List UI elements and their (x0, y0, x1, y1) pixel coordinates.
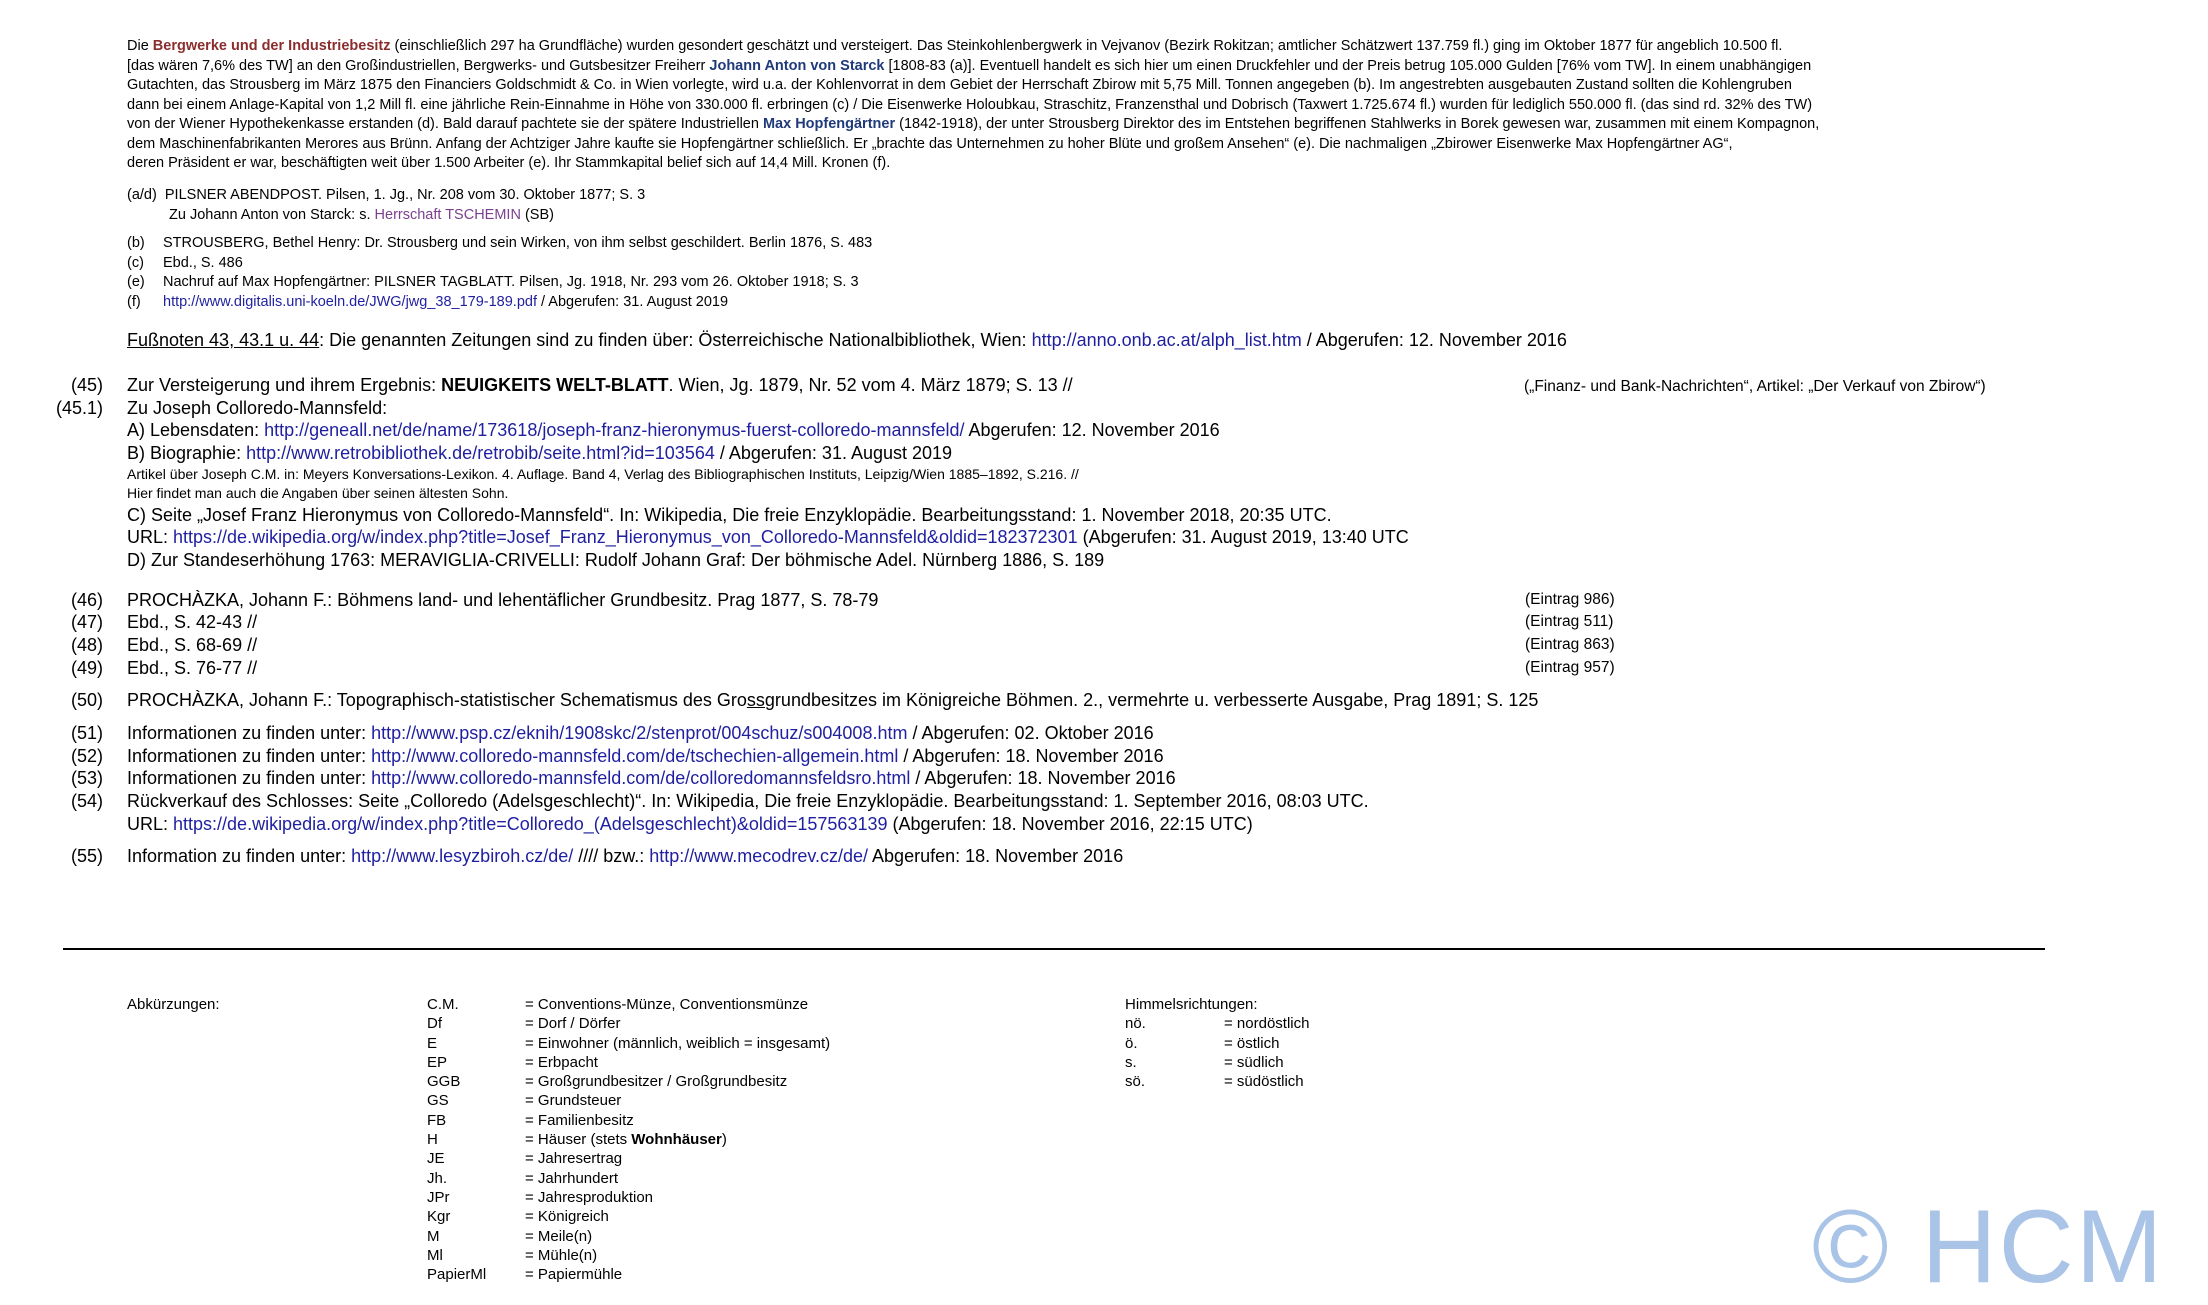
fn50-pre: PROCHÀZKA, Johann F.: Topographisch-statistischer Schematismus des Gro (127, 690, 747, 710)
fn54-url-post: (Abgerufen: 18. November 2016, 22:15 UTC) (887, 813, 1253, 834)
footnote-45-1-d (0, 549, 2208, 572)
abbr-item: EP (427, 1053, 448, 1071)
intro-line-1 (127, 37, 2137, 57)
abbr-meaning: = Mühle(n) (525, 1246, 598, 1264)
abbr-item: JE (427, 1150, 445, 1168)
footnote-entry: (Eintrag 957) (1525, 658, 1615, 676)
directions-label: Himmelsrichtungen: (1125, 996, 1258, 1013)
footnote-pre: Informationen zu finden unter: (127, 723, 372, 743)
footnote-46 (0, 589, 2208, 612)
retrobibliothek-link[interactable]: http://www.retrobibliothek.de/retrobib/seite.html?id=103564 (246, 443, 715, 464)
fn451-a-post: Abgerufen: 12. November 2016 (964, 420, 1220, 441)
note-e-label: (e) (127, 274, 145, 290)
abbr-meaning-after: ) (721, 1131, 727, 1149)
psp-link[interactable]: http://www.psp.cz/eknih/1908skc/2/stenprot/004schuz/s004008.htm (371, 723, 908, 743)
footnote-50 (0, 689, 2208, 712)
note-b-text: STROUSBERG, Bethel Henry: Dr. Strousberg und sein Wirken, von ihm selbst geschildert. Berlin 1876, S. 483 (163, 235, 873, 251)
abbr-item: JPr (427, 1188, 450, 1206)
footnote-55 (0, 845, 2208, 868)
fn50-underlined: ss (746, 690, 765, 710)
footnote-45-1-b-note-1: Artikel über Joseph C.M. in: Meyers Konversations-Lexikon. 4. Auflage. Band 4, Verlag des Bibliographischen Instituts, Leipzig/Wien 1885–1892, S.216. // (127, 466, 1079, 482)
abbr-meaning (525, 1130, 830, 1149)
abbr-meaning: = Meile(n) (525, 1227, 593, 1245)
direction-item: sö. (1125, 1073, 1146, 1091)
abbr-meaning: = Jahrhundert (525, 1169, 618, 1187)
note-f-label: (f) (127, 293, 141, 310)
footnote-45-1-c (0, 504, 2208, 527)
fussnoten-post: / Abgerufen: 12. November 2016 (1301, 330, 1567, 350)
note-ad2-post: (SB) (520, 207, 554, 223)
note-c-label: (c) (127, 254, 144, 271)
footnote-45-text (127, 374, 1073, 397)
footnote-number: (52) (70, 745, 103, 766)
abbr-meaning: = Großgrundbesitzer / Großgrundbesitz (525, 1073, 788, 1091)
footnote-45-1 (0, 397, 2208, 420)
footnote-post: / Abgerufen: 02. Oktober 2016 (907, 723, 1154, 743)
intro-l2-post: [1808-83 (a)]. Eventuell handelt es sich hier um einen Druckfehler und der Preis betrug 105.000 Gulden [76% vom TW]. In einem unabhängigen (884, 57, 1812, 74)
note-f-post: / Abgerufen: 31. August 2019 (536, 293, 729, 310)
footnote-45 (0, 374, 2208, 397)
footnote-47 (0, 611, 2208, 634)
footnote-45-1-b-note-2: Hier findet man auch die Angaben über seinen ältesten Sohn. (127, 485, 509, 501)
footnote-text: Ebd., S. 42-43 // (127, 612, 258, 633)
footnote-pre: Informationen zu finden unter: (127, 768, 372, 789)
fn55-mid: //// bzw.: (573, 846, 650, 866)
footnote-post: / Abgerufen: 18. November 2016 (898, 745, 1164, 766)
abbr-item: M (427, 1227, 440, 1245)
footnote-number: (49) (70, 657, 103, 678)
fn451-b-post: / Abgerufen: 31. August 2019 (714, 443, 953, 464)
abbr-item: FB (427, 1111, 447, 1129)
intro-line-3: Gutachten, das Strousberg im März 1875 den Financiers Goldschmidt & Co. in Wien vorlegte, wird u.a. der Kohlenvorrat in dem Gebiet der Herrschaft Zbirow mit 5,75 Mill. Tonnen angegeben (b). Im angestrebten ausgebauten Zustand sollten die Kohlengruben (127, 77, 1792, 93)
intro-line-5 (127, 115, 2137, 135)
mecodrev-link[interactable]: http://www.mecodrev.cz/de/ (649, 846, 869, 866)
abbr-item: Jh. (427, 1169, 448, 1187)
abbr-item: Ml (427, 1246, 443, 1264)
copyright-watermark: © HCM (1812, 1189, 2165, 1305)
fn451-c-text: C) Seite „Josef Franz Hieronymus von Colloredo-Mannsfeld“. In: Wikipedia, Die freie Enzyklopädie. Bearbeitungsstand: 1. November 2018, 20:35 UTC. (127, 504, 1332, 525)
direction-item: ö. (1125, 1034, 1138, 1052)
footnote-entry: (Eintrag 986) (1525, 590, 1615, 608)
note-b-label: (b) (127, 235, 145, 251)
footnote-entry: (Eintrag 511) (1525, 613, 1614, 631)
anno-onb-link[interactable]: http://anno.onb.ac.at/alph_list.htm (1031, 330, 1302, 350)
abbr-meaning: = Jahresproduktion (525, 1188, 653, 1206)
footnote-51 (0, 722, 2208, 745)
digitalis-link[interactable]: http://www.digitalis.uni-koeln.de/JWG/jwg_38_179-189.pdf (163, 293, 537, 310)
fussnoten-text: : Die genannten Zeitungen sind zu finden über: Österreichische Nationalbibliothek, Wien: (319, 330, 1032, 350)
intro-l1-pre: Die (127, 38, 153, 54)
fn451-a-pre: A) Lebensdaten: (127, 420, 265, 441)
footnote-53 (0, 767, 2208, 790)
fn45-pre: Zur Versteigerung und ihrem Ergebnis: (127, 375, 442, 395)
abbreviations-meaning-column (525, 995, 830, 1284)
footnote-pre: Informationen zu finden unter: (127, 745, 372, 766)
abbr-item: Kgr (427, 1208, 451, 1226)
divider-line (63, 948, 2045, 950)
fn54-text: Rückverkauf des Schlosses: Seite „Colloredo (Adelsgeschlecht)“. In: Wikipedia, Die freie Enzyklopädie. Bearbeitungsstand: 1. September 2016, 08:03 UTC. (127, 791, 1369, 812)
abbr-meaning: = Jahresertrag (525, 1150, 623, 1168)
colloredo-sro-link[interactable]: http://www.colloredo-mannsfeld.com/de/colloredomannsfeldsro.html (371, 768, 911, 789)
abbreviations-label: Abkürzungen: (127, 996, 220, 1013)
fussnoten-line (127, 329, 1567, 352)
direction-meaning: = nordöstlich (1224, 1015, 1310, 1033)
footnote-52 (0, 745, 2208, 768)
note-b (127, 234, 872, 254)
abbr-meaning-pre: = Häuser (stets (525, 1131, 632, 1149)
direction-meaning: = südlich (1224, 1053, 1284, 1071)
footnote-number: (54) (70, 791, 103, 812)
abbr-meaning-bold: Wohnhäuser (631, 1131, 722, 1149)
abbr-meaning: = Dorf / Dörfer (525, 1015, 621, 1033)
wikipedia-colloredo-adelsgeschlecht-link[interactable]: https://de.wikipedia.org/w/index.php?title=Colloredo_(Adelsgeschlecht)&oldid=157563139 (173, 813, 888, 834)
fn451-c-url-pre: URL: (127, 527, 174, 548)
intro-line-2 (127, 57, 2137, 77)
note-e-text: Nachruf auf Max Hopfengärtner: PILSNER TAGBLATT. Pilsen, Jg. 1918, Nr. 293 vom 26. Oktober 1918; S. 3 (163, 274, 859, 290)
footnote-45-1-c-url (0, 526, 2208, 549)
footnote-number: (47) (70, 612, 103, 633)
abbr-meaning: = Papiermühle (525, 1266, 623, 1284)
abbr-item: GS (427, 1092, 449, 1110)
colloredo-tschechien-link[interactable]: http://www.colloredo-mannsfeld.com/de/tschechien-allgemein.html (371, 745, 899, 766)
footnote-post: / Abgerufen: 18. November 2016 (910, 768, 1176, 789)
note-c-text: Ebd., S. 486 (163, 254, 243, 271)
fn50-post: grundbesitzes im Königreiche Böhmen. 2., vermehrte u. verbesserte Ausgabe, Prag 1891; S. 125 (764, 690, 1539, 710)
footnote-text: PROCHÀZKA, Johann F.: Böhmens land- und lehentäflicher Grundbesitz. Prag 1877, S. 78-79 (127, 589, 879, 610)
abbr-meaning: = Grundsteuer (525, 1092, 622, 1110)
footnote-45-1-b (0, 442, 2208, 465)
footnote-text: Ebd., S. 68-69 // (127, 635, 258, 655)
fn451-c-url-post: (Abgerufen: 31. August 2019, 13:40 UTC (1077, 527, 1409, 548)
footnote-49 (0, 657, 2208, 680)
footnote-number: (50) (70, 690, 103, 710)
abbr-item: PapierMl (427, 1266, 487, 1284)
abbr-meaning: = Königreich (525, 1208, 609, 1226)
note-ad (127, 186, 645, 206)
footnote-number: (45) (70, 375, 103, 395)
fn451-d-text: D) Zur Standeserhöhung 1763: MERAVIGLIA-CRIVELLI: Rudolf Johann Graf: Der böhmische Adel. Nürnberg 1886, S. 189 (127, 549, 1105, 570)
footnote-45-1-title: Zu Joseph Colloredo-Mannsfeld: (127, 397, 388, 418)
footnote-54-url (0, 813, 2208, 836)
intro-line-4: dann bei einem Anlage-Kapital von 1,2 Mill fl. eine jährliche Rein-Einnahme in Höhe von 330.000 fl. erbringen (c) / Die Eisenwerke Holoubkau, Straschitz, Franzensthal und Dobrisch (Taxwert 1.725.674 fl.) wurden für lediglich 550.000 fl. (das sind rd. 32% des TW) (127, 96, 1813, 113)
abbreviations-abbr-column (427, 995, 486, 1284)
fn55-pre: Information zu finden unter: (127, 846, 352, 866)
note-e (127, 273, 859, 293)
abbr-meaning: = Einwohner (männlich, weiblich = insgesamt) (525, 1034, 831, 1052)
intro-l1-post: (einschließlich 297 ha Grundfläche) wurden gesondert geschätzt und versteigert. Das Steinkohlenbergwerk in Vejvanov (Bezirk Rokitzan; amtlicher Schätzwert 137.759 fl.) ging im Oktober 1877 für angeblich 10.500 fl. (390, 38, 1783, 54)
abbr-meaning: = Erbpacht (525, 1053, 598, 1071)
abbr-meaning: = Conventions-Münze, Conventionsmünze (525, 996, 809, 1013)
direction-item: s. (1125, 1053, 1137, 1071)
note-ad-2 (169, 206, 554, 226)
intro-l5-post: (1842-1918), der unter Strousberg Direktor des im Entstehen begriffenen Stahlwerks in Borek gewesen war, zusammen mit einem Kompagnon, (895, 116, 1820, 132)
direction-meaning: = östlich (1224, 1034, 1280, 1052)
intro-l5-bold: Max Hopfengärtner (762, 116, 896, 132)
note-ad2-pre: Zu Johann Anton von Starck: s. (169, 207, 375, 223)
footnote-number: (51) (70, 723, 103, 743)
abbr-meaning: = Familienbesitz (525, 1111, 634, 1129)
intro-l1-bold: Bergwerke und der Industriebesitz (152, 38, 391, 54)
note-ad-label: (a/d) (127, 187, 157, 203)
abbr-item: E (427, 1034, 438, 1052)
footnote-54 (0, 790, 2208, 813)
wikipedia-colloredo-mannsfeld-link[interactable]: https://de.wikipedia.org/w/index.php?title=Josef_Franz_Hieronymus_von_Colloredo-Mannsfeld&oldid=182372301 (173, 527, 1078, 548)
abbr-item: C.M. (427, 996, 459, 1013)
footnote-number: (46) (70, 589, 103, 610)
fn451-b-pre: B) Biographie: (127, 443, 247, 464)
abbr-item: H (427, 1131, 438, 1149)
fn45-bold: NEUIGKEITS WELT-BLATT (441, 375, 669, 395)
footnote-number: (53) (70, 768, 103, 789)
footnote-45-1-a (0, 419, 2208, 442)
intro-paragraph (127, 37, 2137, 174)
intro-l2-bold: Johann Anton von Starck (709, 57, 885, 74)
herrschaft-tschemin-link[interactable]: Herrschaft TSCHEMIN (374, 207, 521, 223)
note-f (127, 293, 728, 313)
intro-l2-pre: [das wären 7,6% des TW] an den Großindustriellen, Bergwerks- und Gutsbesitzer Freiherr (127, 57, 710, 74)
footnote-text: Ebd., S. 76-77 // (127, 657, 258, 678)
footnote-number: (48) (70, 635, 103, 655)
abbr-item: GGB (427, 1073, 461, 1091)
fn45-post: . Wien, Jg. 1879, Nr. 52 vom 4. März 1879; S. 13 // (668, 375, 1073, 395)
fn55-post: Abgerufen: 18. November 2016 (868, 846, 1124, 866)
intro-line-7: deren Präsident er war, beschäftigten weit über 1.500 Arbeiter (e). Ihr Stammkapital belief sich auf 14,4 Mill. Kronen (f). (127, 155, 891, 171)
footnote-entry: (Eintrag 863) (1525, 636, 1615, 653)
footnote-number: (55) (70, 846, 103, 866)
fussnoten-label: Fußnoten 43, 43.1 u. 44 (127, 330, 320, 350)
directions-meaning-column (1224, 1014, 1309, 1091)
abbr-item: Df (427, 1015, 442, 1033)
footnote-48 (0, 634, 2208, 657)
direction-item: nö. (1125, 1015, 1146, 1033)
note-ad-text: PILSNER ABENDPOST. Pilsen, 1. Jg., Nr. 208 vom 30. Oktober 1877; S. 3 (164, 187, 646, 203)
direction-meaning: = südöstlich (1224, 1073, 1304, 1091)
directions-abbr-column (1125, 1014, 1146, 1091)
footnote-number: (45.1) (55, 397, 103, 418)
lesyzbiroh-link[interactable]: http://www.lesyzbiroh.cz/de/ (351, 846, 574, 866)
fn54-url-pre: URL: (127, 813, 174, 834)
footnote-45-article: („Finanz- und Bank-Nachrichten“, Artikel: „Der Verkauf von Zbirow“) (1524, 378, 1986, 395)
note-c (127, 254, 243, 274)
intro-l5-pre: von der Wiener Hypothekenkasse erstanden (d). Bald darauf pachtete sie der spätere Industriellen (127, 116, 763, 132)
geneall-link[interactable]: http://geneall.net/de/name/173618/joseph-franz-hieronymus-fuerst-colloredo-mannsfeld/ (264, 420, 965, 441)
intro-line-6: dem Maschinenfabrikanten Merores aus Brünn. Anfang der Achtziger Jahre kaufte sie Hopfengärtner schließlich. Er „brachte das Unternehmen zu hoher Blüte und großem Ansehen“ (e). Die nachmaligen „Zbirower Eisenwerke Max Hopfengärtner AG“, (127, 135, 1733, 152)
